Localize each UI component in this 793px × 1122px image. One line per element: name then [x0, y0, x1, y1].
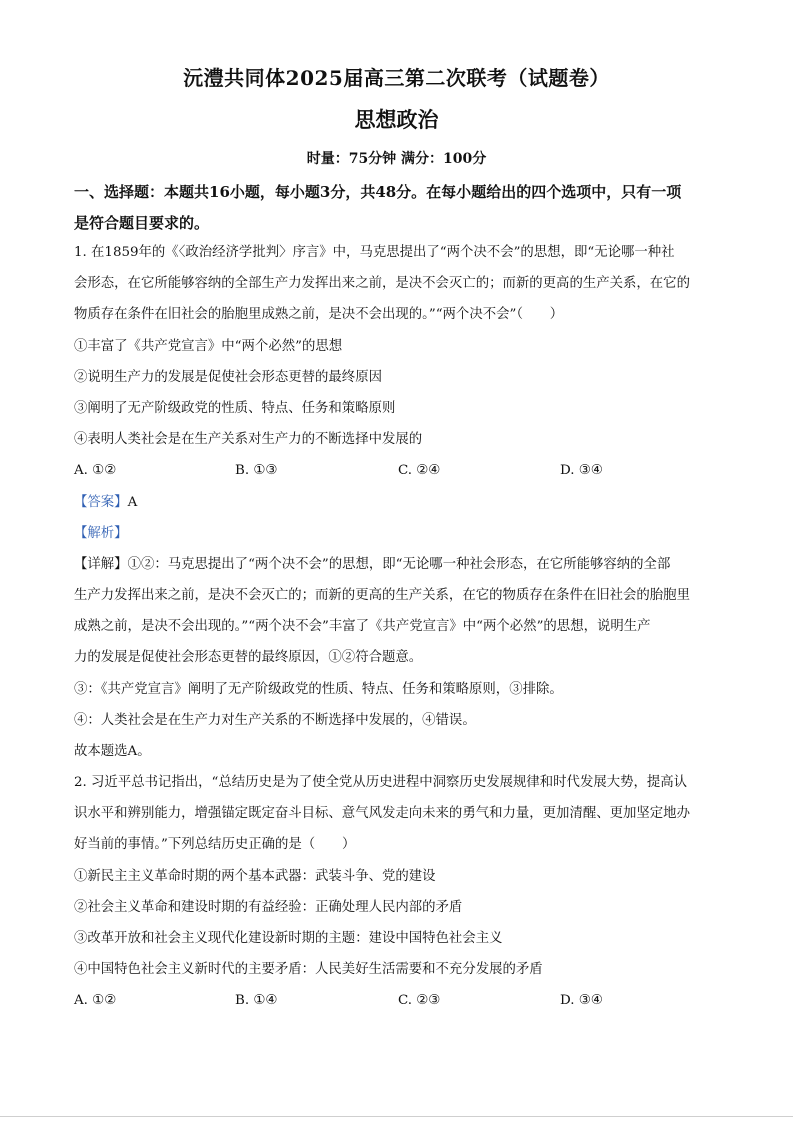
q2-item: ①新民主主义革命时期的两个基本武器：武装斗争、党的建设: [74, 869, 436, 884]
q1-stem-line: 会形态，在它所能够容纳的全部生产力发挥出来之前，是决不会灭亡的；而新的更高的生产关系，在它的: [74, 276, 690, 291]
q1-detail-line: [74, 555, 734, 575]
q1-option-d: D. ③④: [560, 463, 603, 478]
page-bottom-divider: [0, 1116, 793, 1117]
detail-label: 【详解】: [74, 557, 128, 572]
q2-item: ④中国特色社会主义新时代的主要矛盾：人民美好生活需要和不充分发展的矛盾: [74, 962, 543, 977]
section-heading-line-2: 是符合题目要求的。: [74, 214, 210, 232]
q1-answer: [74, 493, 734, 513]
q2-item: ②社会主义革命和建设时期的有益经验：正确处理人民内部的矛盾: [74, 900, 463, 915]
q2-option-a: A. ①②: [74, 993, 117, 1008]
subject-title: 思想政治: [354, 107, 439, 132]
q1-detail-line: 力的发展是促使社会形态更替的最终原因，①②符合题意。: [74, 650, 423, 665]
exam-title: 沅澧共同体2025届高三第二次联考（试题卷）: [183, 66, 610, 90]
q2-stem-line: 好当前的事情。”下列总结历史正确的是（ ）: [74, 837, 356, 852]
q1-stem-line: 物质存在条件在旧社会的胎胞里成熟之前，是决不会出现的。”“两个决不会”（ ）: [74, 307, 564, 322]
q1-detail-line: ④：人类社会是在生产力对生产关系的不断选择中发展的，④错误。: [74, 713, 476, 728]
q2-option-c: C. ②③: [398, 993, 441, 1008]
q2-stem-line: 识水平和辨别能力，增强锚定既定奋斗目标、意气风发走向未来的勇气和力量，更加清醒、更加坚定地办: [74, 806, 690, 821]
q1-item: ③阐明了无产阶级政党的性质、特点、任务和策略原则: [74, 401, 396, 416]
q1-stem-line: 1. 在1859年的《〈政治经济学批判〉序言》中，马克思提出了“两个决不会”的思想，即“无论哪一种社: [74, 245, 675, 260]
q2-item: ③改革开放和社会主义现代化建设新时期的主题：建设中国特色社会主义: [74, 931, 503, 946]
answer-label: 【答案】: [74, 495, 128, 510]
q2-stem-line: 2. 习近平总书记指出，“总结历史是为了使全党从历史进程中洞察历史发展规律和时代发展大势，提高认: [74, 775, 688, 790]
q1-detail-line: 成熟之前，是决不会出现的。”“两个决不会”丰富了《共产党宣言》中“两个必然”的思想，说明生产: [74, 619, 651, 634]
section-heading-line-1: 一、选择题：本题共16小题，每小题3分，共48分。在每小题给出的四个选项中，只有一项: [74, 183, 682, 201]
q2-option-b: B. ①④: [235, 993, 278, 1008]
q2-option-d: D. ③④: [560, 993, 603, 1008]
analysis-label: 【解析】: [74, 526, 128, 541]
detail-text: ①②：马克思提出了“两个决不会”的思想，即“无论哪一种社会形态，在它所能够容纳的全部: [127, 557, 671, 572]
answer-value: A: [127, 495, 138, 510]
q1-detail-line: ③：《共产党宣言》阐明了无产阶级政党的性质、特点、任务和策略原则，③排除。: [74, 682, 563, 697]
q1-option-a: A. ①②: [74, 463, 117, 478]
q1-item: ②说明生产力的发展是促使社会形态更替的最终原因: [74, 370, 382, 385]
exam-meta: 时量：75分钟 满分：100分: [306, 151, 487, 167]
q1-item: ①丰富了《共产党宣言》中“两个必然”的思想: [74, 339, 343, 354]
q1-option-b: B. ①③: [235, 463, 278, 478]
q1-item: ④表明人类社会是在生产关系对生产力的不断选择中发展的: [74, 432, 423, 447]
q1-option-c: C. ②④: [398, 463, 441, 478]
q1-conclusion: 故本题选A。: [74, 744, 151, 759]
q1-detail-line: 生产力发挥出来之前，是决不会灭亡的；而新的更高的生产关系，在它的物质存在条件在旧社会的胎胞里: [74, 588, 690, 603]
